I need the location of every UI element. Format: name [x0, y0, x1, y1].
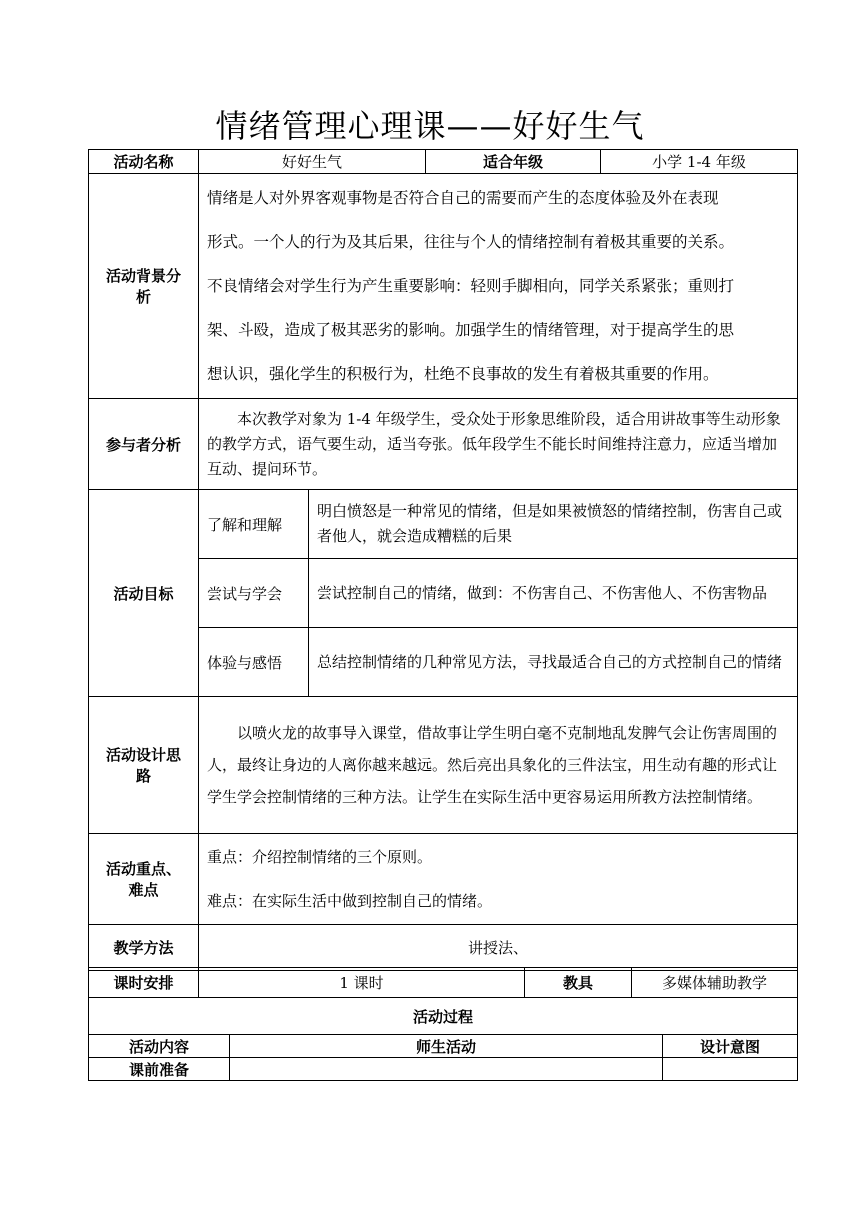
background-line: 情绪是人对外界客观事物是否符合自己的需要而产生的态度体验及外在表现 [207, 189, 719, 207]
process-table [88, 997, 798, 1081]
background-line: 不良情绪会对学生行为产生重要影响：轻则手脚相向，同学关系紧张；重则打 [207, 277, 735, 295]
key-points-label: 活动重点、难点 [89, 834, 199, 925]
objective-sub-understand: 了解和理解 [199, 490, 309, 559]
background-label: 活动背景分析 [89, 174, 199, 399]
schedule-table [88, 967, 798, 998]
objective-text-experience: 总结控制情绪的几种常见方法，寻找最适合自己的方式控制自己的情绪 [309, 628, 798, 697]
objectives-label: 活动目标 [89, 490, 199, 697]
prep-row-label: 课前准备 [89, 1058, 230, 1081]
activity-name-label: 活动名称 [89, 150, 199, 174]
design-text: 以喷火龙的故事导入课堂，借故事让学生明白毫不克制地乱发脾气会让伤害周围的人，最终让身边的人离你越来越远。然后亮出具象化的三件法宝，用生动有趣的形式让学生学会控制情绪的三种方法。让学生在实际生活中更容易运用所教方法控制情绪。 [199, 697, 798, 834]
page-title: 情绪管理心理课——好好生气 [215, 107, 645, 145]
objective-sub-try: 尝试与学会 [199, 559, 309, 628]
background-line: 想认识，强化学生的积极行为，杜绝不良事故的发生有着极其重要的作用。 [207, 365, 719, 383]
design-label: 活动设计思路 [89, 697, 199, 834]
objective-sub-experience: 体验与感悟 [199, 628, 309, 697]
key-point-text: 重点：介绍控制情绪的三个原则。 [207, 848, 433, 866]
tools-label: 教具 [525, 968, 632, 998]
tools-value: 多媒体辅助教学 [632, 968, 798, 998]
participants-text: 本次教学对象为 1-4 年级学生，受众处于形象思维阶段，适合用讲故事等生动形象的教学方式，语气要生动，适当夸张。低年段学生不能长时间维持注意力，应适当增加互动、提问环节。 [199, 399, 798, 490]
background-text [199, 174, 798, 399]
main-table [88, 173, 798, 971]
info-table [88, 149, 798, 174]
process-header: 活动过程 [89, 998, 798, 1035]
objective-text-understand: 明白愤怒是一种常见的情绪，但是如果被愤怒的情绪控制，伤害自己或者他人，就会造成糟糕的后果 [309, 490, 798, 559]
grade-value: 小学 1-4 年级 [601, 150, 798, 174]
grade-label: 适合年级 [426, 150, 601, 174]
objective-text-try: 尝试控制自己的情绪，做到：不伤害自己、不伤害他人、不伤害物品 [309, 559, 798, 628]
prep-row-intent [663, 1058, 798, 1081]
background-line: 架、斗殴，造成了极其恶劣的影响。加强学生的情绪管理，对于提高学生的思 [207, 321, 735, 339]
col-content-header: 活动内容 [89, 1035, 230, 1058]
method-value: 讲授法、 [199, 925, 798, 971]
activity-name-value: 好好生气 [199, 150, 426, 174]
participants-label: 参与者分析 [89, 399, 199, 490]
schedule-value: 1 课时 [199, 968, 525, 998]
col-activity-header: 师生活动 [230, 1035, 663, 1058]
col-intent-header: 设计意图 [663, 1035, 798, 1058]
schedule-label: 课时安排 [89, 968, 199, 998]
key-points-cell [199, 834, 798, 925]
prep-row-activity [230, 1058, 663, 1081]
background-line: 形式。一个人的行为及其后果，往往与个人的情绪控制有着极其重要的关系。 [207, 233, 735, 251]
method-label: 教学方法 [89, 925, 199, 971]
difficulty-text: 难点：在实际生活中做到控制自己的情绪。 [207, 892, 493, 910]
